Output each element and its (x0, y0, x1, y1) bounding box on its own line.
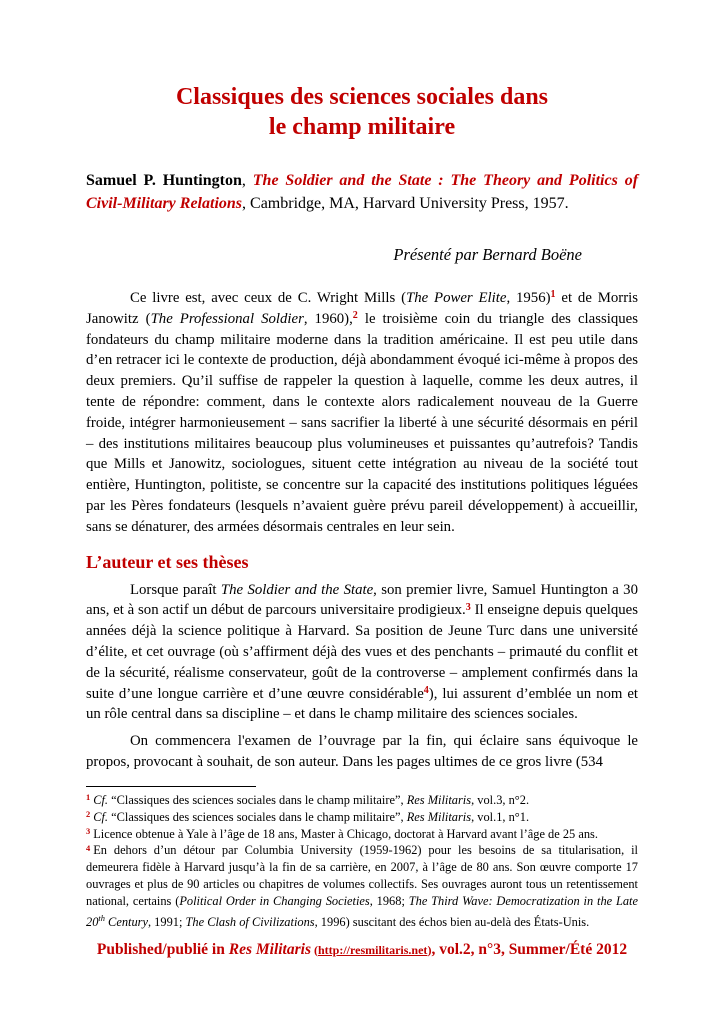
text-run: , 1956) (506, 290, 551, 306)
text-run: ), lui assurent d’emblée un nom et un rôle central dans sa discipline – et dans le champ militaire des sciences sociales. (86, 685, 638, 723)
paragraph-2 (86, 580, 638, 726)
cf-abbrev: Cf. (93, 792, 109, 807)
journal-name: Res Militaris (406, 809, 472, 824)
page-footer (0, 940, 724, 960)
ordinal-superscript: th (98, 913, 105, 924)
work-title-italic: Political Order in Changing Societies (179, 894, 370, 909)
text-run: , son premier livre, Samuel Huntington a 30 ans, et à son actif un début de parcours universitaire prodigieux. (86, 581, 638, 619)
paragraph-3 (86, 731, 638, 773)
footer-paren-open: ( (311, 943, 318, 957)
text-run: , vol.3, n°2. (471, 792, 530, 807)
work-title-italic: Century (104, 915, 148, 930)
text-run: le troisième coin du triangle des classiques fondateurs du champ militaire moderne dans la tradition américaine. Il est peu utile dans d’en retracer ici le contexte de production, déjà abondamment évoqué ici-même à propos des deux premiers. Qu’il suffise de rappeler la question à laquelle, comme les deux autres, il tente de répondre: comment, dans le contexte alors radicalement nouveau de la Guerre froide, intégrer harmonieusement – sans sacrifier la liberté à une sécurité désormais en péril – des institutions militaires beaucoup plus volumineuses et puissantes qu’autrefois? Tandis que Mills et Janowitz, sociologues, situent cette intégration au niveau de la société tout entière, Huntington, politiste, se concentre sur la capacité des institutions politiques léguées par les Pères fondateurs (lesquels n’avaient guère prévu pareil développement) à accueillir, sans se dénaturer, des armées désormais centrales en leur sein. (86, 310, 638, 535)
text-run: , vol.1, n°1. (471, 809, 530, 824)
footnote-2 (86, 809, 638, 826)
work-title-italic: The Soldier and the State (220, 581, 374, 598)
text-run: Lorsque paraît (130, 581, 221, 598)
text-run: Il enseigne depuis quelques années déjà la science politique à Harvard. Sa position de Jeune Turc dans une université d’élite, et cet ouvrage (où s’affirment déjà des vues et des penchants – primauté du conflit et de la sécurité, réalisme conservateur, goût de la controverse – amplement confirmés dans la suite d’une longue carrière et d’une œuvre considérable (86, 602, 638, 702)
paragraph-1 (86, 288, 638, 538)
footnote-ref-3: 3 (465, 601, 471, 613)
text-run: , 1996) suscitant des échos bien au-delà des États-Unis. (314, 915, 590, 930)
text-run: “Classiques des sciences sociales dans le champ militaire”, (108, 792, 407, 807)
footnote-1 (86, 792, 638, 809)
footnote-separator (86, 786, 256, 787)
text-run: , 1991; (147, 915, 186, 930)
text-run: , 1968; (369, 894, 409, 909)
citation-work-title: The Soldier and the State : The Theory and Politics of Civil-Military Relations (86, 172, 639, 212)
footnote-marker-3: 3 (86, 825, 91, 836)
page-title (86, 82, 638, 142)
footnote-ref-1: 1 (550, 289, 556, 301)
text-run: Licence obtenue à Yale à l’âge de 18 ans, Master à Chicago, doctorat à Harvard avant l’âge de 25 ans. (93, 826, 598, 841)
footnotes-block (86, 792, 638, 931)
footnote-4 (86, 842, 638, 931)
text-run: On commencera l'examen de l’ouvrage par la fin, qui éclaire sans équivoque le propos, provocant à souhait, de son auteur. Dans les pages ultimes de ce gros livre (534 (86, 733, 638, 770)
title-line-1: Classiques des sciences sociales dans (175, 84, 549, 110)
work-title-italic: The Third Wave: Democratization in the Late 20 (86, 894, 638, 930)
footer-journal-name: Res Militaris (228, 941, 311, 958)
text-run: Ce livre est, avec ceux de C. Wright Mills ( (130, 290, 407, 306)
footer-text-volume: , vol.2, n°3, Summer/Été 2012 (431, 941, 628, 958)
footnote-3 (86, 826, 638, 843)
work-title-italic: The Clash of Civilizations (185, 915, 315, 930)
text-run: et de Morris Janowitz ( (86, 290, 638, 327)
text-run: En dehors d’un détour par Columbia University (1959-1962) pour les besoins de sa titularisation, il demeurera fidèle à Harvard jusqu’à la fin de sa carrière, en 2007, à l’âge de 80 ans. Son œuvre comporte 17 ouvrages et plus de 90 articles ou chapitres de volumes collectifs. Ses ouvrages auront tous un retentissement national, certains ( (86, 843, 638, 909)
section-heading: L’auteur et ses thèses (86, 551, 249, 572)
footnote-ref-2: 2 (352, 310, 358, 322)
footer-journal-link[interactable]: http://resmilitaris.net (318, 943, 428, 957)
book-citation (86, 169, 638, 215)
work-title-italic: The Power Elite (406, 290, 507, 306)
citation-separator: , (241, 172, 253, 189)
presenter-line: Présenté par Bernard Boëne (393, 245, 582, 264)
footnote-marker-2: 2 (86, 808, 91, 819)
footer-text-lead: Published/publié in (96, 941, 229, 958)
citation-publisher: , Cambridge, MA, Harvard University Press, 1957. (242, 195, 569, 212)
work-title-italic: The Professional Soldier (150, 310, 304, 327)
footnote-ref-4: 4 (423, 685, 429, 697)
text-run: , 1960), (303, 310, 353, 327)
journal-name: Res Militaris (406, 792, 472, 807)
footnote-marker-1: 1 (86, 791, 91, 802)
cf-abbrev: Cf. (93, 809, 109, 824)
text-run: “Classiques des sciences sociales dans le champ militaire”, (108, 809, 407, 824)
footnote-marker-4: 4 (86, 842, 91, 853)
footer-paren-close: ) (427, 943, 432, 957)
title-line-2: le champ militaire (268, 114, 456, 140)
citation-author: Samuel P. Huntington (86, 172, 242, 189)
